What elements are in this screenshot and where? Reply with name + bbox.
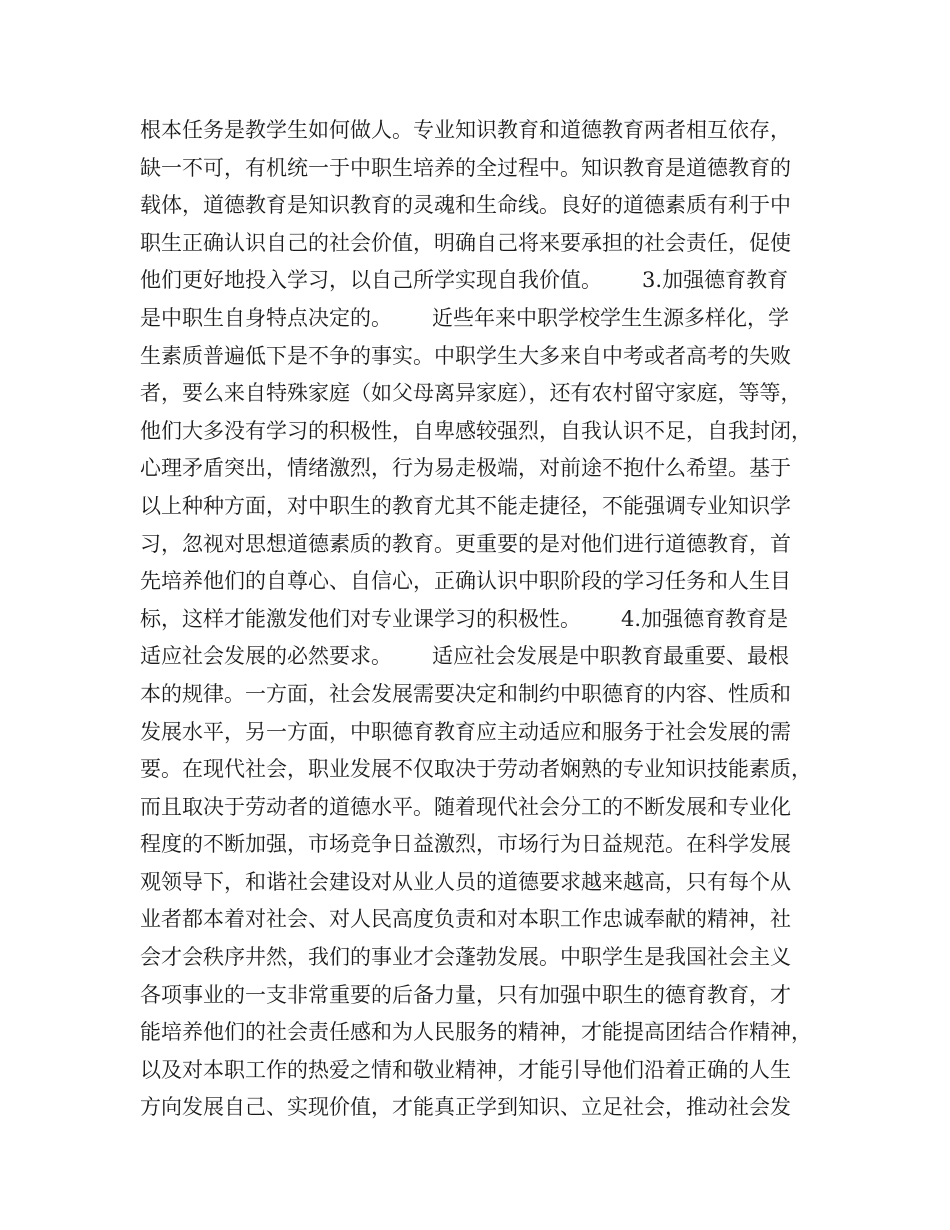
text-line: 是中职生自身特点决定的。 近些年来中职学校学生生源多样化，学	[140, 305, 790, 330]
text-line: 他们大多没有学习的积极性，自卑感较强烈，自我认识不足，自我封闭，	[140, 418, 812, 443]
text-line: 能培养他们的社会责任感和为人民服务的精神，才能提高团结合作精神，	[140, 1020, 812, 1045]
text-line: 习，忽视对思想道德素质的教育。更重要的是对他们进行道德教育，首	[140, 531, 791, 556]
text-line: 者，要么来自特殊家庭（如父母离异家庭），还有农村留守家庭，等等，	[140, 381, 802, 406]
text-line: 生素质普遍低下是不争的事实。中职学生大多来自中考或者高考的失败	[140, 343, 791, 368]
text-line: 观领导下，和谐社会建设对从业人员的道德要求越来越高，只有每个从	[140, 869, 791, 894]
text-line: 先培养他们的自尊心、自信心，正确认识中职阶段的学习任务和人生目	[140, 569, 791, 594]
text-line: 要。在现代社会，职业发展不仅取决于劳动者娴熟的专业知识技能素质，	[140, 757, 812, 782]
text-line: 职生正确认识自己的社会价值，明确自己将来要承担的社会责任，促使	[140, 230, 791, 255]
text-line: 而且取决于劳动者的道德水平。随着现代社会分工的不断发展和专业化	[140, 794, 791, 819]
text-line: 心理矛盾突出，情绪激烈，行为易走极端，对前途不抱什么希望。基于	[140, 456, 791, 481]
text-line: 载体，道德教育是知识教育的灵魂和生命线。良好的道德素质有利于中	[140, 193, 791, 218]
body-text	[140, 112, 830, 1127]
text-line: 业者都本着对社会、对人民高度负责和对本职工作忠诚奉献的精神，社	[140, 907, 791, 932]
text-line: 各项事业的一支非常重要的后备力量，只有加强中职生的德育教育，才	[140, 982, 791, 1007]
text-line: 发展水平，另一方面，中职德育教育应主动适应和服务于社会发展的需	[140, 719, 791, 744]
text-line: 缺一不可，有机统一于中职生培养的全过程中。知识教育是道德教育的	[140, 155, 791, 180]
text-line: 他们更好地投入学习，以自己所学实现自我价值。 3.加强德育教育	[140, 268, 789, 293]
text-line: 根本任务是教学生如何做人。专业知识教育和道德教育两者相互依存，	[140, 118, 791, 142]
text-line: 方向发展自己、实现价值，才能真正学到知识、立足社会，推动社会发	[140, 1095, 791, 1120]
text-line: 以上种种方面，对中职生的教育尤其不能走捷径，不能强调专业知识学	[140, 493, 791, 518]
text-line: 标，这样才能激发他们对专业课学习的积极性。 4.加强德育教育是	[140, 606, 789, 631]
text-line: 以及对本职工作的热爱之情和敬业精神，才能引导他们沿着正确的人生	[140, 1057, 791, 1082]
text-line: 程度的不断加强，市场竞争日益激烈，市场行为日益规范。在科学发展	[140, 832, 791, 857]
text-line: 本的规律。一方面，社会发展需要决定和制约中职德育的内容、性质和	[140, 681, 791, 706]
text-line: 适应社会发展的必然要求。 适应社会发展是中职教育最重要、最根	[140, 644, 790, 669]
text-line: 会才会秩序井然，我们的事业才会蓬勃发展。中职学生是我国社会主义	[140, 945, 791, 970]
